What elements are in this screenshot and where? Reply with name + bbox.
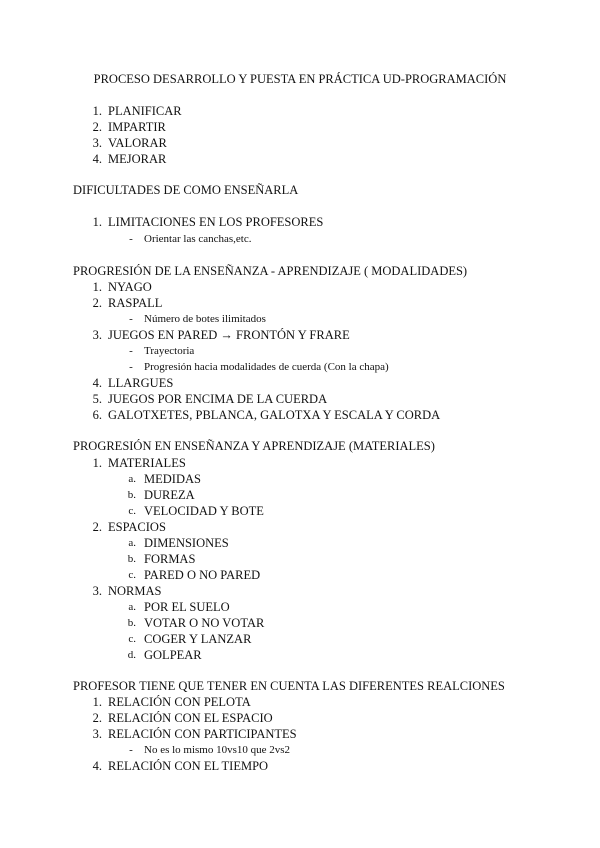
list-item-text: RASPALL (108, 296, 163, 310)
section-heading-dificultades: DIFICULTADES DE COMO ENSEÑARLA (73, 183, 299, 197)
letter-marker: c. (128, 633, 136, 645)
list-item-text: LLARGUES (108, 376, 174, 390)
list-item-text: LIMITACIONES EN LOS PROFESORES (108, 215, 324, 229)
sub-item-text: DIMENSIONES (144, 536, 229, 550)
dash-marker: - (129, 744, 133, 756)
letter-marker: a. (128, 537, 136, 549)
letter-marker: c. (128, 569, 136, 581)
list-item-text: JUEGOS EN PARED → FRONTÓN Y FRARE (108, 328, 350, 342)
sub-item (88, 647, 264, 663)
list-item-text: PLANIFICAR (108, 104, 182, 118)
list-item-text: GALOTXETES, PBLANCA, GALOTXA Y ESCALA Y CORDA (108, 408, 441, 422)
list-number: 3. (92, 136, 102, 150)
list-item-text: NORMAS (108, 584, 162, 598)
sub-item (88, 631, 264, 647)
sub-item-text: FORMAS (144, 552, 196, 566)
document-title: PROCESO DESARROLLO Y PUESTA EN PRÁCTICA UD-PROGRAMACIÓN (93, 72, 507, 86)
list-item (88, 407, 440, 423)
sub-item-text: GOLPEAR (144, 648, 202, 662)
sub-item-text: DUREZA (144, 488, 195, 502)
list-item-text: ESPACIOS (108, 520, 166, 534)
dash-marker: - (129, 345, 133, 357)
sub-item (88, 599, 264, 615)
list-item-text: RELACIÓN CON PARTICIPANTES (108, 727, 297, 741)
letter-marker: a. (128, 601, 136, 613)
list-number: 1. (92, 695, 102, 709)
sub-item (88, 503, 264, 519)
list-item (88, 295, 440, 311)
sub-item (88, 487, 264, 503)
list-item (88, 151, 182, 167)
list-item-text: MATERIALES (108, 456, 186, 470)
list-item-text: VALORAR (108, 136, 167, 150)
list-item (88, 519, 264, 535)
sub-item (88, 471, 264, 487)
sub-item-text: POR EL SUELO (144, 600, 230, 614)
list-number: 5. (92, 392, 102, 406)
list-item (88, 726, 297, 742)
list-item (88, 455, 264, 471)
list-item (88, 583, 264, 599)
list-item (88, 375, 440, 391)
list-item (88, 135, 182, 151)
list-item (88, 103, 182, 119)
letter-marker: d. (127, 649, 136, 661)
list-item-text: RELACIÓN CON EL TIEMPO (108, 759, 269, 773)
list-number: 2. (92, 120, 102, 134)
list-item-text: NYAGO (108, 280, 152, 294)
materiales-list (88, 455, 264, 663)
letter-marker: b. (127, 553, 136, 565)
list-item-text: RELACIÓN CON EL ESPACIO (108, 711, 273, 725)
sub-item (88, 343, 440, 359)
list-number: 1. (92, 104, 102, 118)
list-number: 6. (92, 408, 102, 422)
sub-item (88, 742, 297, 758)
sub-item (88, 615, 264, 631)
dash-marker: - (129, 233, 133, 245)
list-number: 1. (92, 215, 102, 229)
section-heading-modalidades: PROGRESIÓN DE LA ENSEÑANZA - APRENDIZAJE ( MODALIDADES) (73, 264, 468, 278)
list-item (88, 119, 182, 135)
list-item-text: JUEGOS POR ENCIMA DE LA CUERDA (108, 392, 328, 406)
sub-item-text: Orientar las canchas,etc. (144, 233, 252, 245)
list-number: 2. (92, 520, 102, 534)
sub-item-text: PARED O NO PARED (144, 568, 261, 582)
dificultades-sublist (88, 231, 252, 247)
sub-item-text: No es lo mismo 10vs10 que 2vs2 (144, 744, 291, 756)
sub-item (88, 551, 264, 567)
sub-item-text: MEDIDAS (144, 472, 201, 486)
list-item (88, 279, 440, 295)
sub-item (88, 311, 440, 327)
process-steps-list (88, 103, 182, 167)
letter-marker: c. (128, 505, 136, 517)
list-item (88, 391, 440, 407)
list-number: 3. (92, 584, 102, 598)
sub-item-text: VOTAR O NO VOTAR (144, 616, 265, 630)
sub-item-text: Progresión hacia modalidades de cuerda (Con la chapa) (144, 361, 389, 373)
sub-item-text: Número de botes ilimitados (144, 313, 266, 325)
section-heading-relaciones: PROFESOR TIENE QUE TENER EN CUENTA LAS DIFERENTES REALCIONES (73, 679, 505, 693)
dificultades-list (88, 214, 323, 230)
dash-marker: - (129, 361, 133, 373)
sub-item (88, 535, 264, 551)
sub-item-text: Trayectoria (144, 345, 195, 357)
dash-marker: - (129, 313, 133, 325)
letter-marker: b. (127, 489, 136, 501)
list-item (88, 327, 440, 343)
sub-item (88, 231, 252, 247)
list-item (88, 710, 297, 726)
list-number: 4. (92, 376, 102, 390)
list-item-text: RELACIÓN CON PELOTA (108, 695, 251, 709)
list-number: 2. (92, 296, 102, 310)
list-number: 1. (92, 456, 102, 470)
letter-marker: b. (127, 617, 136, 629)
list-number: 3. (92, 328, 102, 342)
sub-item-text: COGER Y LANZAR (144, 632, 252, 646)
list-item (88, 694, 297, 710)
relaciones-list (88, 694, 297, 774)
sub-item (88, 359, 440, 375)
list-item (88, 214, 323, 230)
section-heading-materiales: PROGRESIÓN EN ENSEÑANZA Y APRENDIZAJE (MATERIALES) (73, 439, 435, 453)
list-number: 3. (92, 727, 102, 741)
list-item (88, 758, 297, 774)
list-item-text: IMPARTIR (108, 120, 166, 134)
sub-item (88, 567, 264, 583)
list-number: 1. (92, 280, 102, 294)
list-item-text: MEJORAR (108, 152, 167, 166)
list-number: 4. (92, 152, 102, 166)
list-number: 2. (92, 711, 102, 725)
sub-item-text: VELOCIDAD Y BOTE (144, 504, 264, 518)
letter-marker: a. (128, 473, 136, 485)
modalidades-list (88, 279, 440, 423)
list-number: 4. (92, 759, 102, 773)
